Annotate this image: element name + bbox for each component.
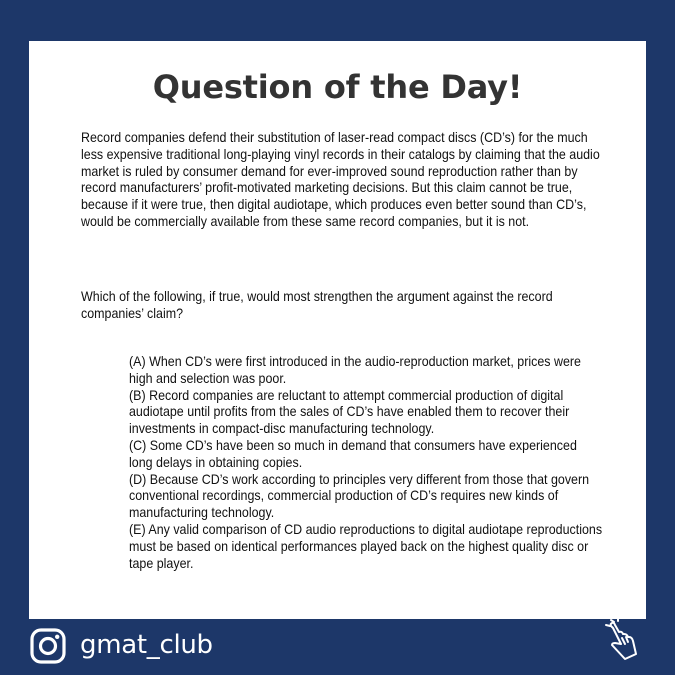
answer-option-c: (C) Some CD’s have been so much in demand that consumers have experienced long delays in obtaining copies. (129, 436, 577, 470)
answer-options (129, 353, 602, 571)
answer-option-d: (D) Because CD’s work according to principles very different from those that govern conventional recordings, commercial production of CD’s requires new kinds of manufacturing technology. (129, 470, 590, 521)
instagram-icon (29, 627, 67, 665)
answer-option-a: (A) When CD’s were first introduced in the audio-reproduction market, prices were high and selection was poor. (129, 353, 581, 386)
answer-option-b: (B) Record companies are reluctant to attempt commercial production of digital audiotape until profits from the sales of CD’s have enabled them to recover their investments in compact-disc manufacturing technology. (129, 386, 570, 437)
question-stem: Which of the following, if true, would most strengthen the argument against the record companies’ claim? (81, 288, 553, 321)
answer-option-e: (E) Any valid comparison of CD audio reproductions to digital audiotape reproductions must be based on identical performances played back on the highest quality disc or tape player. (129, 520, 603, 571)
tap-hand-icon (600, 618, 646, 664)
page-title: Question of the Day! (152, 68, 523, 106)
passage-text: Record companies defend their substitution of laser-read compact discs (CD’s) for the much less expensive traditional long-playing vinyl records in their catalogs by claiming that the audio market is ruled by consumer demand for ever-improved sound reproduction rather than by record manufacturers’ profit-motivated marketing decisions. But this claim cannot be true, because if it were true, then digital audiotape, which produces even better sound than CD’s, would be commercially available from these same record companies, but it is not. (81, 129, 600, 229)
social-handle[interactable]: gmat_club (80, 630, 213, 660)
